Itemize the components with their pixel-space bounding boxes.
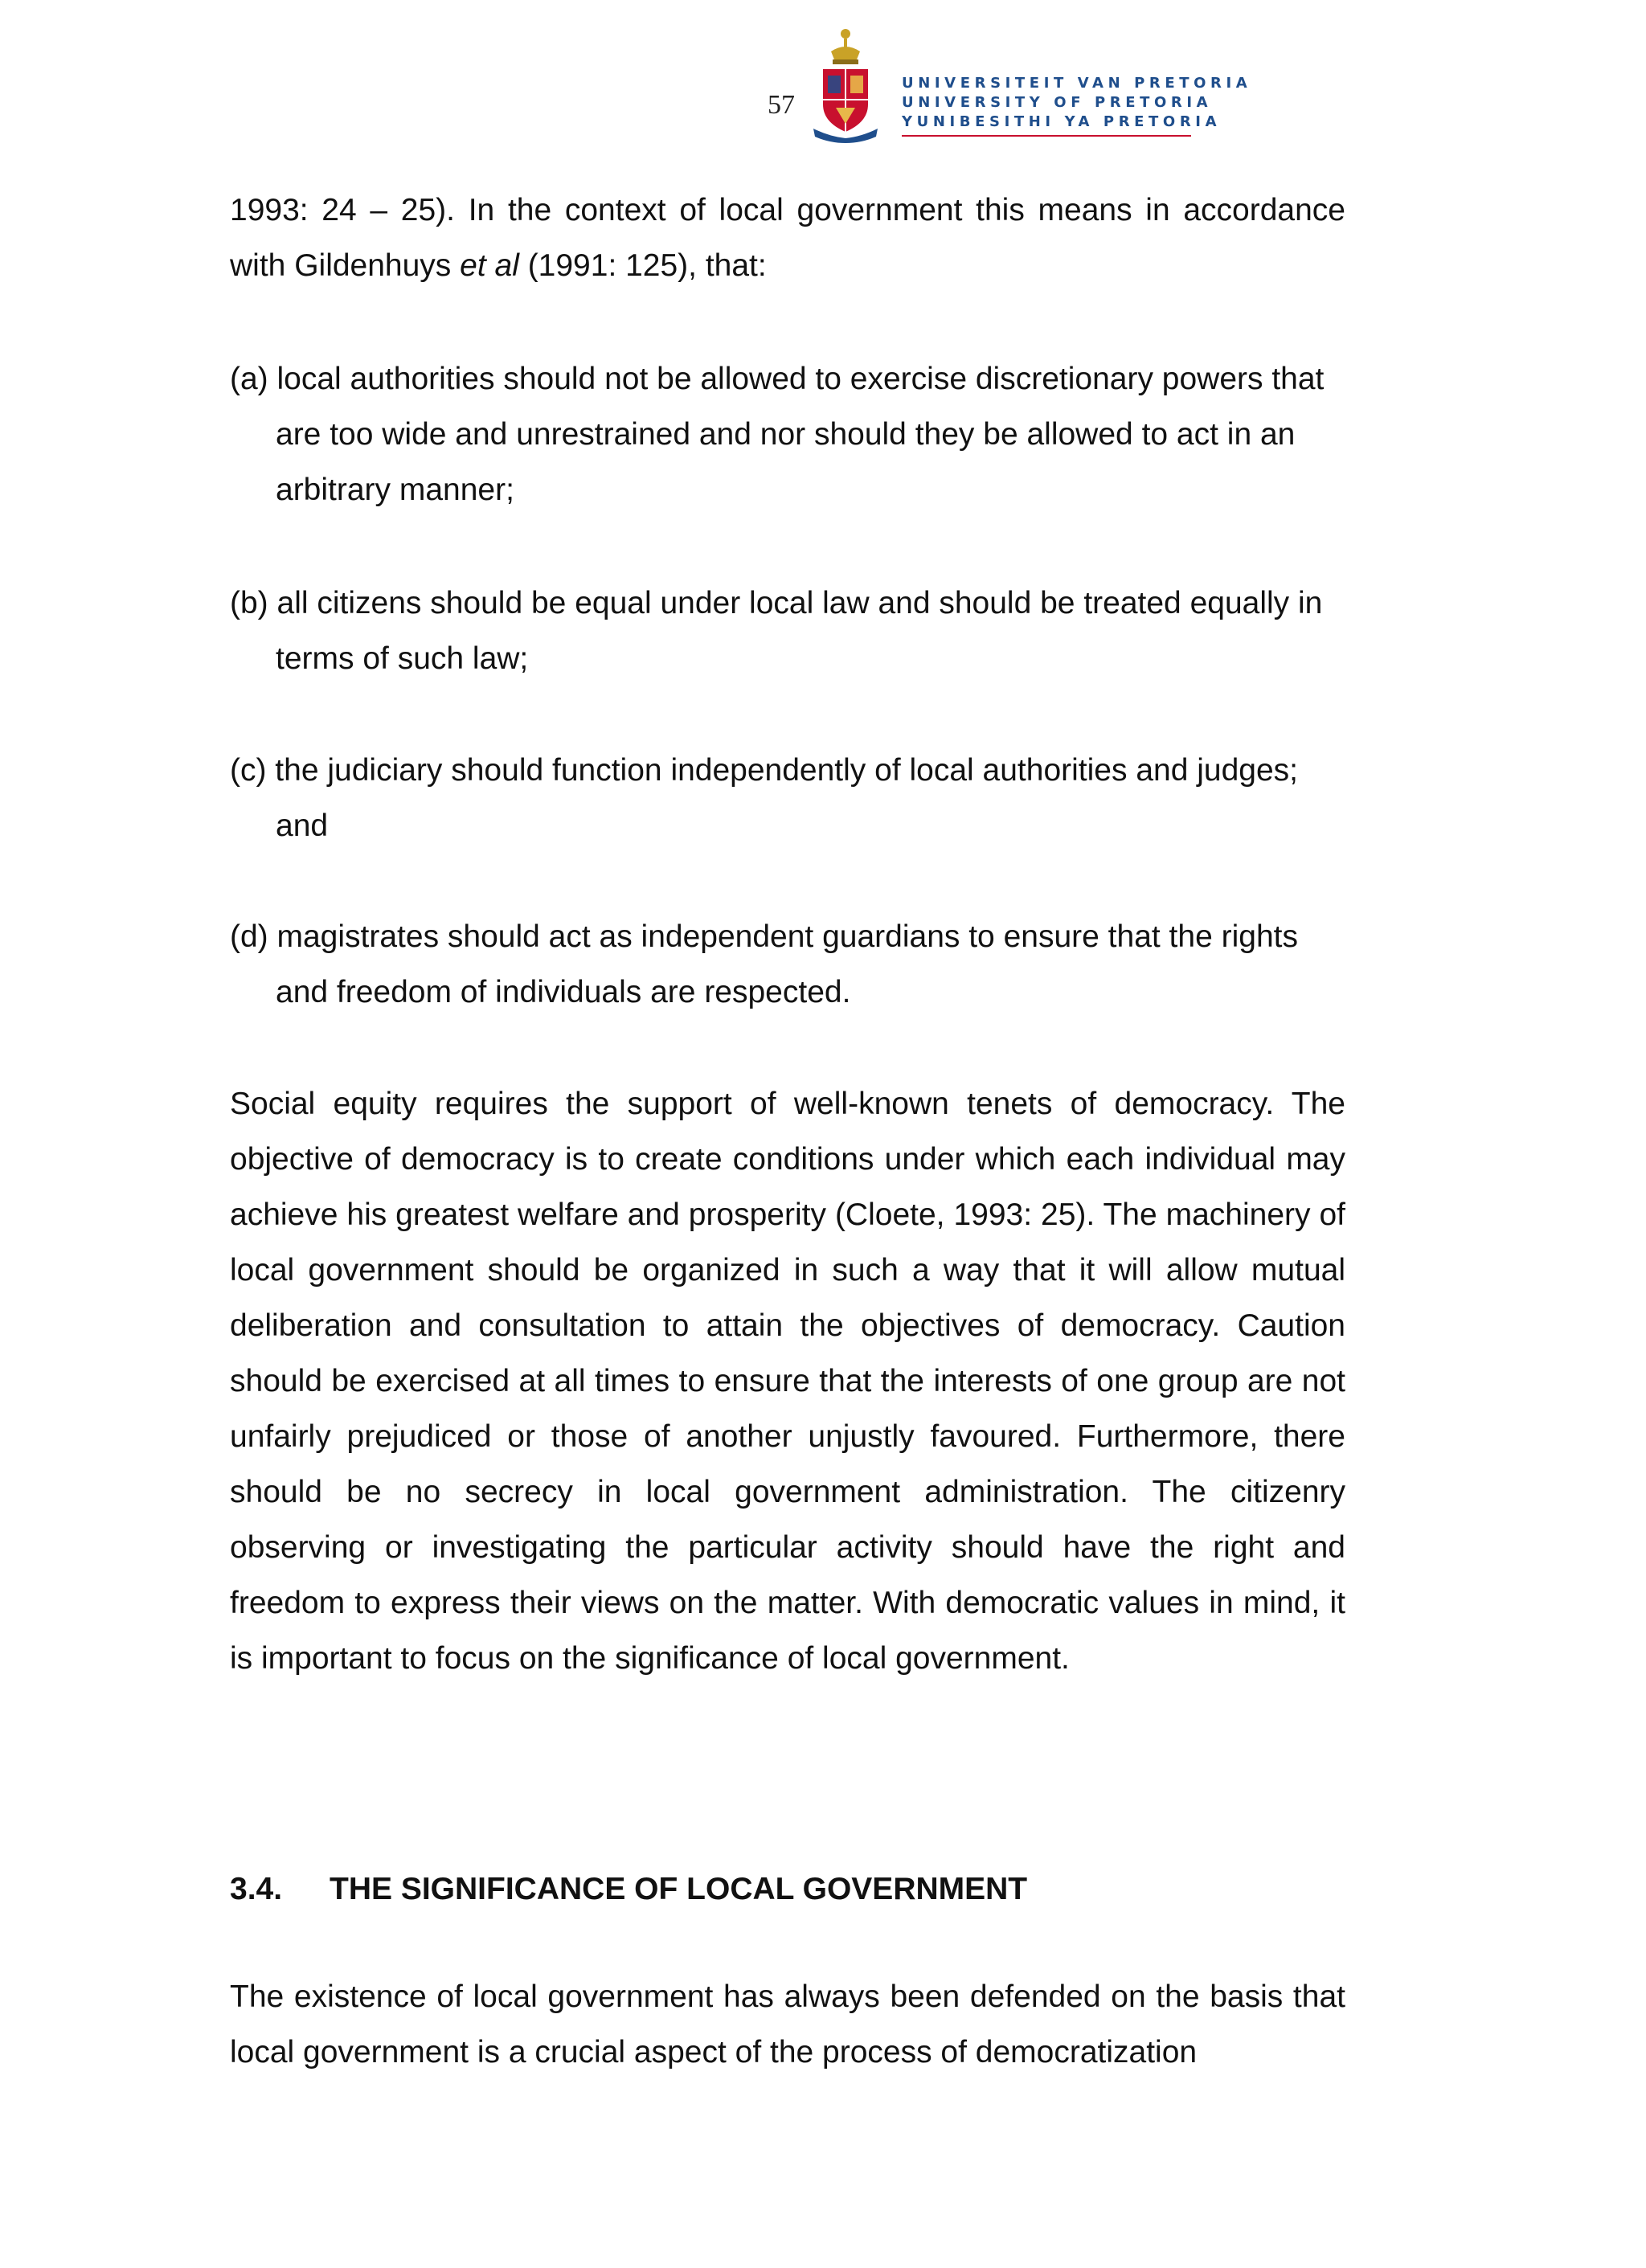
list-item-c: (c) the judiciary should function independently of local authorities and judges; and — [230, 753, 1298, 843]
section-number: 3.4. — [230, 1872, 283, 1906]
wordmark-underline — [902, 135, 1191, 137]
intro-text-1: 1993: 24 – 25). In the context of local government this means in accordance with Gildenhuys — [230, 193, 1345, 283]
university-crest-icon — [813, 24, 878, 143]
body-paragraph: Social equity requires the support of well-known tenets of democracy. The objective of democracy is to create conditions under which each individual may achieve his greatest welfare and prosperity (Cloete, 1993: 25). The machinery of local government should be organized in such a way that it will allow mutual deliberation and consultation to attain the objectives of democracy. Caution should be exercised at all times to ensure that the interests of one group are not unfairly prejudiced or those of another unjustly favoured. Furthermore, there should be no secrecy in local government administration. The citizenry observing or investigating the particular activity should have the right and freedom to express their views on the matter. With democratic values in mind, it is important to focus on the significance of local government. — [230, 1087, 1345, 1676]
university-wordmark — [902, 74, 1251, 137]
intro-paragraph — [230, 182, 1345, 293]
list-item-a: (a) local authorities should not be allowed to exercise discretionary powers that are too wide and unrestrained and nor should they be allowed to act in an arbitrary manner; — [230, 362, 1325, 507]
intro-italic: et al — [460, 248, 519, 283]
list-item-b: (b) all citizens should be equal under local law and should be treated equally in terms of such law; — [230, 586, 1323, 676]
university-name-afrikaans: UNIVERSITEIT VAN PRETORIA — [902, 75, 1252, 92]
university-name-sepedi: YUNIBESITHI YA PRETORIA — [902, 113, 1222, 130]
intro-text-2: (1991: 125), that: — [518, 248, 767, 283]
section-title: THE SIGNIFICANCE OF LOCAL GOVERNMENT — [330, 1872, 1028, 1906]
page-number: 57 — [768, 90, 795, 120]
section-heading — [230, 1861, 1027, 1917]
closing-paragraph: The existence of local government has always been defended on the basis that local government is a crucial aspect of the process of democratization — [230, 1979, 1345, 2069]
university-name-english: UNIVERSITY OF PRETORIA — [902, 94, 1213, 111]
list-item-d: (d) magistrates should act as independent guardians to ensure that the rights and freedom of individuals are respected. — [230, 919, 1298, 1009]
